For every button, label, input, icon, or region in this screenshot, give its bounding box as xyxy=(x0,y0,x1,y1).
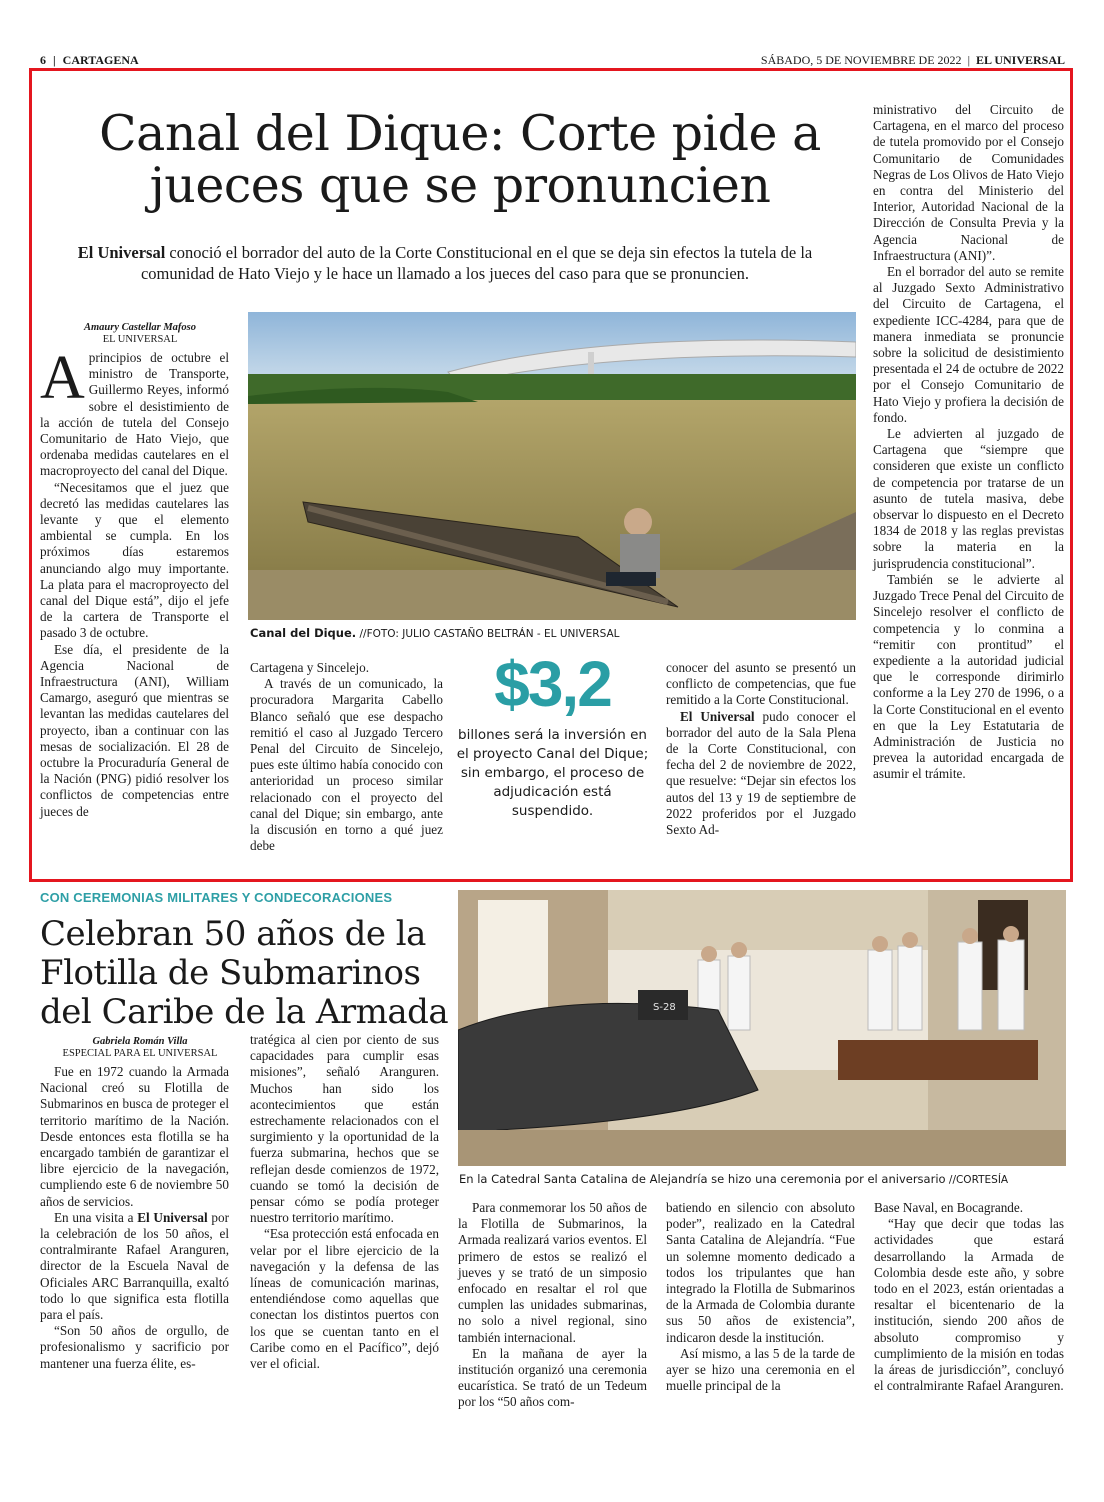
highlight-number: $3,2 xyxy=(494,648,611,720)
col1-paragraph-3: Ese día, el presidente de la Agencia Nacional de Infraestructura (ANI), William Camargo, aseguró que mientras se levantan las medidas cautelares del proyecto, iban a continuar con las mesas de socialización. El 28 de octubre la Procuraduría General de la Nación (PNG) pidió resolver los conflictos de competencias entre jueces de xyxy=(40,641,229,819)
header-separator-2: | xyxy=(967,53,970,67)
article2-byline xyxy=(40,1036,240,1060)
a2-col1-paragraph-1: Fue en 1972 cuando la Armada Nacional creó su Flotilla de Submarinos en busca de proteger el territorio marítimo de la Nación. Desde entonces esta flotilla se ha encargado también de garantizar el libre ejercicio de la navegación, cumpliendo este 6 de noviembre 50 años de servicios. xyxy=(40,1064,229,1209)
highlight-text: billones será la inversión en el proyecto Canal del Dique; sin embargo, el proceso de adjudicación está suspendido. xyxy=(456,727,649,819)
article2-col5 xyxy=(874,1200,1064,1394)
col2-paragraph-1: Cartagena y Sincelejo. xyxy=(250,660,370,675)
lead-text: conoció el borrador del auto de la Corte Constitucional en el que se deja sin efectos la tutela de la comunidad de Hato Viejo y le hace un llamado a los jueces del caso para que se pronuncien. xyxy=(140,243,813,283)
article1-byline xyxy=(40,322,240,346)
article1-col4 xyxy=(873,102,1064,783)
caption-bold: Canal del Dique. xyxy=(250,626,357,640)
header-right xyxy=(761,53,1065,68)
a2-col4-paragraph-1: batiendo en silencio con absoluto poder”, realizado en la Catedral Santa Catalina de Alejandría. “Fue un solemne momento dedicado a todos los tripulantes que han integrado la Flotilla de Submarinos de la Armada de Colombia durante sus 50 años de existencia”, indicaron desde la institución. xyxy=(666,1200,855,1345)
author-name: Amaury Castellar Mafoso xyxy=(83,322,196,333)
article1-headline: Canal del Dique: Corte pide a jueces que se pronuncien xyxy=(99,105,821,214)
a2-col3-paragraph-2: En la mañana de ayer la institución organizó una ceremonia eucarística. Se trató de un Tedeum por los “50 años com- xyxy=(458,1345,647,1410)
author-org: EL UNIVERSAL xyxy=(102,334,178,345)
author-name: Gabriela Román Villa xyxy=(92,1036,188,1047)
caption-credit: //FOTO: JULIO CASTAÑO BELTRÁN - EL UNIVERSAL xyxy=(356,628,620,640)
article2-col3 xyxy=(458,1200,647,1411)
col3-bold: El Universal xyxy=(680,708,755,724)
ceremony-photo-graphic xyxy=(458,890,1066,1166)
ceremony-photo-caption xyxy=(459,1172,1069,1186)
a2-col2-paragraph-1: tratégica al cien por ciento de sus capacidades para cumplir esas misiones”, señaló Aranguren. Muchos han sido los acontecimientos que están estrechamente relacionados con el surgimiento y la oportunidad de la fuerza submarina, hechos que se reflejan desde comienzos de 1972, cuando se tomó la decisión de pensar cómo se podía proteger nuestro territorio marítimo. xyxy=(250,1032,439,1226)
col4-paragraph-4: También se le advierte al Juzgado Trece Penal del Circuito de Sincelejo resolver el conflicto de competencia y lo conmina a “remitir con prontitud” el expediente a la autoridad judicial que le corresponde dirimirlo conforme a la Ley 270 de 1996, o a la Corte Constitucional en el evento en que la Ley Estatutaria de Administración de Justicia no prevea la autoridad encargada de asumir el trámite. xyxy=(873,571,1064,782)
a2-col1-bold: El Universal xyxy=(137,1209,208,1225)
caption-text: En la Catedral Santa Catalina de Alejandría se hizo una ceremonia por el aniversario xyxy=(459,1172,946,1186)
article2-headline: Celebran 50 años de la Flotilla de Submarinos del Caribe de la Armada xyxy=(40,914,449,1032)
article1-lead xyxy=(45,242,845,284)
a2-col1-p2a: En una visita a xyxy=(54,1209,138,1225)
article1-col2 xyxy=(250,660,443,854)
a2-col4-paragraph-2: Así mismo, a las 5 de la tarde de ayer se hizo una ceremonia en el muelle principal de la xyxy=(666,1345,855,1394)
article2-col1 xyxy=(40,1064,229,1372)
article2-col4 xyxy=(666,1200,855,1394)
author-org: ESPECIAL PARA EL UNIVERSAL xyxy=(62,1048,218,1059)
newspaper-name: EL UNIVERSAL xyxy=(975,53,1065,67)
col3-paragraph-1: conocer del asunto se presentó un conflicto de competencias, que fue remitido a la Corte Constitucional. xyxy=(666,660,856,708)
col4-paragraph-2: En el borrador del auto se remite al Juzgado Sexto Administrativo del Circuito de Cartagena, el expediente ICC-4284, para que de manera inmediata se pronuncie sobre la solicitud de desistimiento presentada el 24 de octubre de 2022 por el Consejo Comunitario de Hato Viejo y profiera la decisión de fondo. xyxy=(873,264,1064,425)
a2-col1-paragraph-3: “Son 50 años de orgullo, de profesionalismo y sacrificio por mantener una fuerza élite, es- xyxy=(40,1323,229,1371)
col1-paragraph-1: principios de octubre el ministro de Transporte, Guillermo Reyes, informó sobre el desistimiento de la acción de tutela del Consejo Comunitario de Hato Viejo, que ordenaba medidas cautelares en el macroproyecto del canal del Dique. xyxy=(40,350,229,479)
page-number: 6 xyxy=(40,53,46,67)
a2-col5-paragraph-2: “Hay que decir que todas las actividades que estará desarrollando la Armada de Colombia desde este año, y sobre todo en el 2023, están orientadas a resaltar el bicentenario de la institución, siendo 200 años de absoluto compromiso y cumplimiento de la misión en todas la áreas de jurisdicción”, concluyó el contralmirante Rafael Aranguren. xyxy=(874,1216,1064,1394)
header-separator: | xyxy=(53,53,56,67)
page-header xyxy=(40,53,1065,69)
submarine-label: S-28 xyxy=(653,1002,676,1013)
canal-photo-caption xyxy=(250,626,860,640)
section-name: CARTAGENA xyxy=(62,53,139,67)
a2-col1-p2b: por la celebración de los 50 años, el contralmirante Rafael Aranguren, director de la Escuela Naval de Oficiales ARC Barranquilla, exaltó todo lo que significa esta flotilla para el país. xyxy=(40,1209,229,1323)
a2-col3-paragraph-1: Para conmemorar los 50 años de la Flotilla de Submarinos, la Armada realizará varios eventos. El primero de estos se realizó el jueves y se trató de un simposio enfocado en resaltar el rol que cumplen las unidades submarinas, no solo a nivel regional, sino también internacional. xyxy=(458,1200,647,1345)
col4-paragraph-1: ministrativo del Circuito de Cartagena, en el marco del proceso de tutela promovido por el Consejo Comunitario de Comunidades Negras de Los Olivos de Hato Viejo en contra del Ministerio del Interior, Autoridad Nacional de la Dirección de Consulta Previa y la Agencia Nacional de Infraestructura (ANI)”. xyxy=(873,102,1064,263)
canal-photo-graphic xyxy=(248,312,856,620)
article1-col3 xyxy=(666,660,856,838)
article2-col2 xyxy=(250,1032,439,1372)
ceremony-photo xyxy=(458,890,1066,1166)
canal-photo xyxy=(248,312,856,620)
col2-paragraph-2: A través de un comunicado, la procuradora Margarita Cabello Blanco señaló que ese despacho remitió el caso al Juzgado Tercero Penal del Circuito de Sincelejo, pues este último había conocido con anterioridad un proceso similar relacionado con el proyecto del canal del Dique; sin embargo, ante la discusión en torno a qué juez debe xyxy=(250,676,443,854)
col3-paragraph-2: pudo conocer el borrador del auto de la Sala Plena de la Corte Constitucional, con fecha del 2 de noviembre de 2022, que resuelve: “Dejar sin efectos los autos del 13 y 19 de septiembre de 2022 proferidos por el Juzgado Sexto Ad- xyxy=(666,708,857,838)
issue-date: SÁBADO, 5 DE NOVIEMBRE DE 2022 xyxy=(760,53,962,67)
caption-credit: //CORTESÍA xyxy=(945,1174,1009,1186)
col4-paragraph-3: Le advierten al juzgado de Cartagena que “siempre que consideren que existe un conflicto de competencia por tratarse de un asunto de tutela masiva, debe observar lo dispuesto en el Decreto 1834 de 2018 y las reglas previstas sobre la materia en la jurisprudencia constitucional”. xyxy=(873,426,1064,571)
article2-kicker: CON CEREMONIAS MILITARES Y CONDECORACIONES xyxy=(40,890,393,905)
drop-cap: A xyxy=(40,344,85,412)
article1-col1 xyxy=(40,344,229,820)
col1-paragraph-2: “Necesitamos que el juez que decretó las medidas cautelares las levante y que el elemento ambiental se cumpla. En los próximos días estaremos anunciando algo muy importante. La plata para el macroproyecto del canal del Dique está”, dijo el jefe de la cartera de Transporte el pasado 3 de octubre. xyxy=(40,479,229,641)
a2-col2-paragraph-2: “Esa protección está enfocada en velar por el libre ejercicio de la navegación y la defensa de las líneas de comunicación marinas, entendiéndose como aquellas que conectan los distintos puertos con los que se cuentan tanto en el Caribe como en el Pacífico”, dejó ver el oficial. xyxy=(250,1226,439,1372)
a2-col5-paragraph-1: Base Naval, en Bocagrande. xyxy=(874,1200,1024,1215)
lead-bold: El Universal xyxy=(77,243,166,262)
